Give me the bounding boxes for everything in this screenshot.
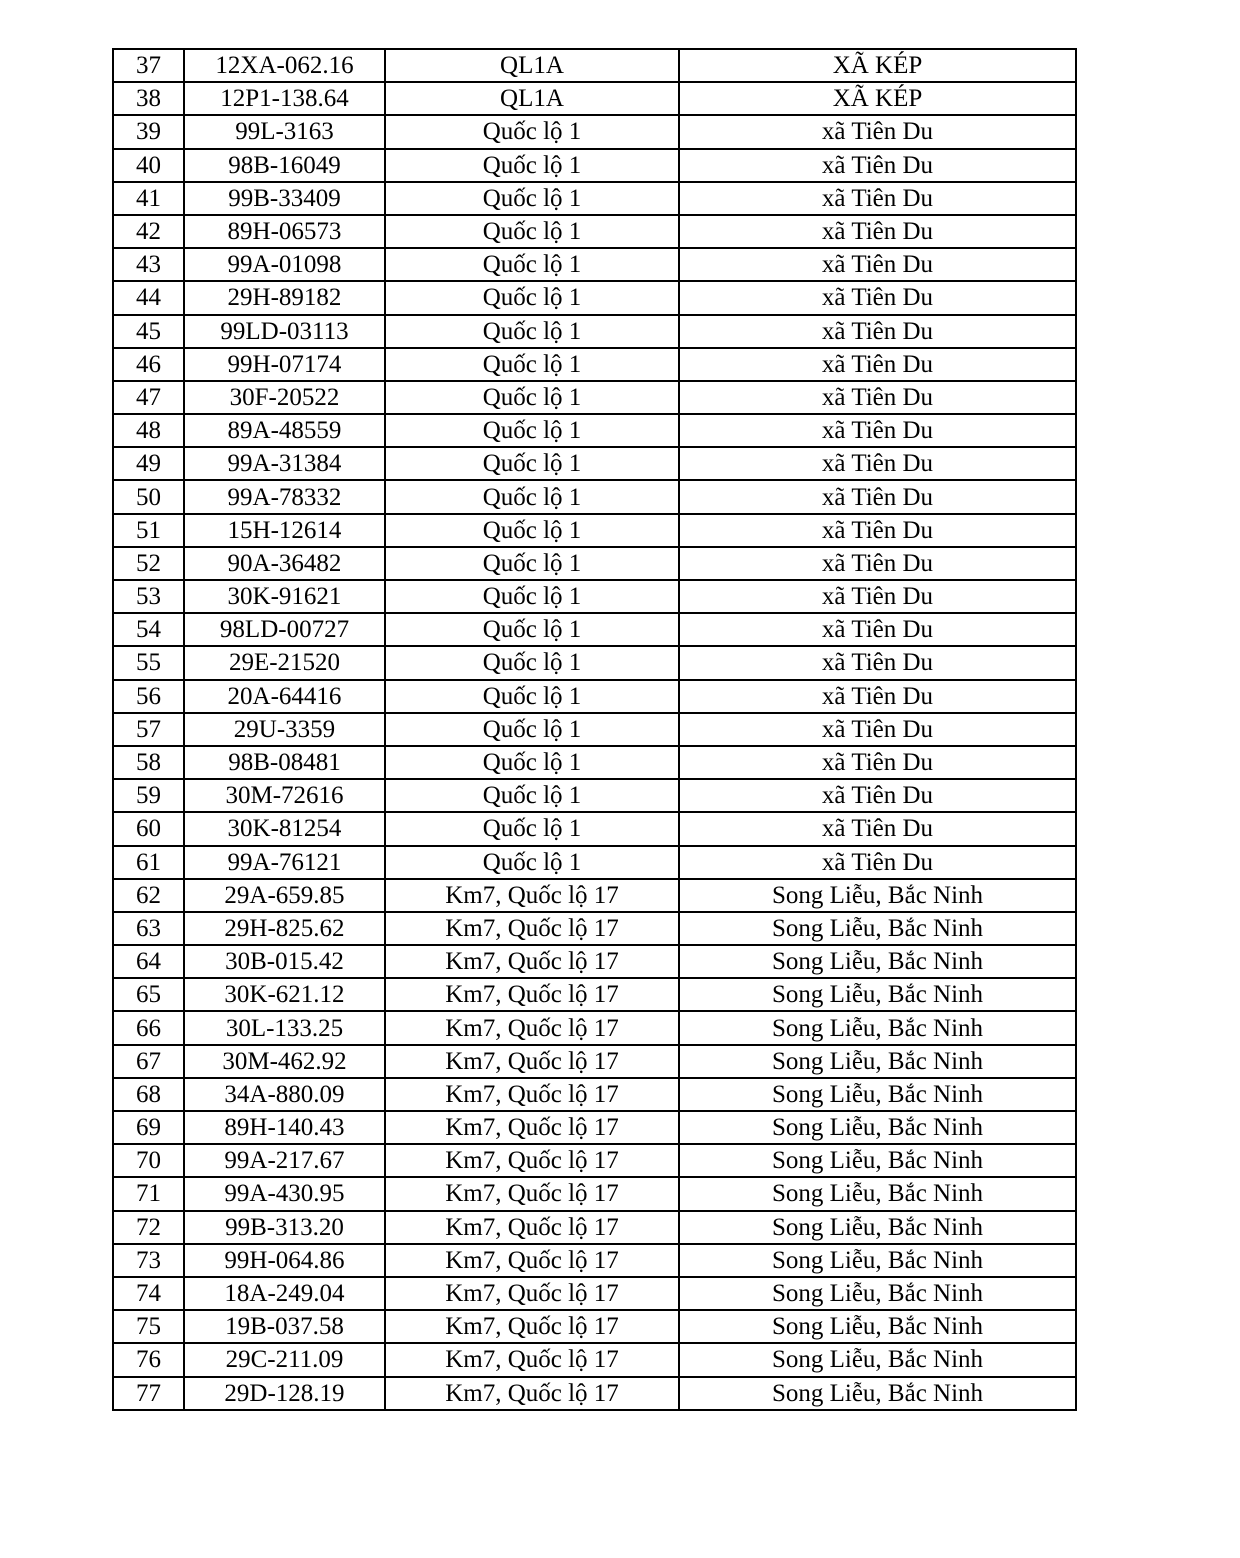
row-number-cell: 48: [113, 414, 184, 447]
license-plate-cell: 12P1-138.64: [184, 82, 385, 115]
row-number-cell: 39: [113, 115, 184, 148]
table-row: [113, 812, 1076, 845]
row-number-cell: 77: [113, 1377, 184, 1410]
location-cell: xã Tiên Du: [679, 812, 1076, 845]
table-row: [113, 82, 1076, 115]
table-row: [113, 115, 1076, 148]
license-plate-cell: 29U-3359: [184, 713, 385, 746]
table-row: [113, 1144, 1076, 1177]
location-cell: xã Tiên Du: [679, 547, 1076, 580]
location-cell: xã Tiên Du: [679, 348, 1076, 381]
license-plate-cell: 12XA-062.16: [184, 49, 385, 82]
row-number-cell: 46: [113, 348, 184, 381]
road-cell: Km7, Quốc lộ 17: [385, 1377, 679, 1410]
location-cell: xã Tiên Du: [679, 248, 1076, 281]
location-cell: xã Tiên Du: [679, 115, 1076, 148]
table-row: [113, 149, 1076, 182]
location-cell: xã Tiên Du: [679, 281, 1076, 314]
location-cell: Song Liễu, Bắc Ninh: [679, 1078, 1076, 1111]
row-number-cell: 60: [113, 812, 184, 845]
row-number-cell: 66: [113, 1011, 184, 1044]
location-cell: xã Tiên Du: [679, 480, 1076, 513]
location-cell: Song Liễu, Bắc Ninh: [679, 1177, 1076, 1210]
table-row: [113, 315, 1076, 348]
license-plate-cell: 98B-08481: [184, 746, 385, 779]
location-cell: Song Liễu, Bắc Ninh: [679, 1144, 1076, 1177]
road-cell: Quốc lộ 1: [385, 514, 679, 547]
table-row: [113, 414, 1076, 447]
table-row: [113, 680, 1076, 713]
row-number-cell: 69: [113, 1111, 184, 1144]
location-cell: Song Liễu, Bắc Ninh: [679, 1045, 1076, 1078]
location-cell: xã Tiên Du: [679, 613, 1076, 646]
table-row: [113, 1111, 1076, 1144]
location-cell: Song Liễu, Bắc Ninh: [679, 945, 1076, 978]
license-plate-cell: 30L-133.25: [184, 1011, 385, 1044]
road-cell: Quốc lộ 1: [385, 646, 679, 679]
location-cell: Song Liễu, Bắc Ninh: [679, 1111, 1076, 1144]
table-row: [113, 978, 1076, 1011]
road-cell: Km7, Quốc lộ 17: [385, 1011, 679, 1044]
location-cell: Song Liễu, Bắc Ninh: [679, 1377, 1076, 1410]
road-cell: Km7, Quốc lộ 17: [385, 1144, 679, 1177]
license-plate-cell: 30K-621.12: [184, 978, 385, 1011]
road-cell: Quốc lộ 1: [385, 846, 679, 879]
license-plate-cell: 99A-430.95: [184, 1177, 385, 1210]
location-cell: Song Liễu, Bắc Ninh: [679, 1277, 1076, 1310]
row-number-cell: 67: [113, 1045, 184, 1078]
road-cell: QL1A: [385, 82, 679, 115]
row-number-cell: 44: [113, 281, 184, 314]
license-plate-cell: 30K-91621: [184, 580, 385, 613]
vehicle-plate-table: [112, 48, 1077, 1411]
row-number-cell: 45: [113, 315, 184, 348]
location-cell: Song Liễu, Bắc Ninh: [679, 912, 1076, 945]
row-number-cell: 53: [113, 580, 184, 613]
row-number-cell: 73: [113, 1244, 184, 1277]
road-cell: Quốc lộ 1: [385, 182, 679, 215]
table-row: [113, 1078, 1076, 1111]
location-cell: Song Liễu, Bắc Ninh: [679, 1343, 1076, 1376]
table-row: [113, 1244, 1076, 1277]
location-cell: Song Liễu, Bắc Ninh: [679, 1211, 1076, 1244]
license-plate-cell: 30F-20522: [184, 381, 385, 414]
license-plate-cell: 20A-64416: [184, 680, 385, 713]
license-plate-cell: 89H-06573: [184, 215, 385, 248]
road-cell: Quốc lộ 1: [385, 414, 679, 447]
road-cell: Quốc lộ 1: [385, 746, 679, 779]
row-number-cell: 47: [113, 381, 184, 414]
table-row: [113, 514, 1076, 547]
location-cell: Song Liễu, Bắc Ninh: [679, 1011, 1076, 1044]
license-plate-cell: 29H-825.62: [184, 912, 385, 945]
table-body: [113, 49, 1076, 1410]
road-cell: Quốc lộ 1: [385, 447, 679, 480]
license-plate-cell: 99A-76121: [184, 846, 385, 879]
location-cell: xã Tiên Du: [679, 215, 1076, 248]
road-cell: Km7, Quốc lộ 17: [385, 879, 679, 912]
location-cell: xã Tiên Du: [679, 414, 1076, 447]
road-cell: Quốc lộ 1: [385, 812, 679, 845]
road-cell: Quốc lộ 1: [385, 480, 679, 513]
table-row: [113, 182, 1076, 215]
row-number-cell: 41: [113, 182, 184, 215]
road-cell: QL1A: [385, 49, 679, 82]
table-row: [113, 381, 1076, 414]
table-row: [113, 248, 1076, 281]
row-number-cell: 75: [113, 1310, 184, 1343]
license-plate-cell: 99A-217.67: [184, 1144, 385, 1177]
license-plate-cell: 19B-037.58: [184, 1310, 385, 1343]
license-plate-cell: 89A-48559: [184, 414, 385, 447]
row-number-cell: 57: [113, 713, 184, 746]
location-cell: xã Tiên Du: [679, 713, 1076, 746]
road-cell: Km7, Quốc lộ 17: [385, 1310, 679, 1343]
row-number-cell: 42: [113, 215, 184, 248]
license-plate-cell: 18A-249.04: [184, 1277, 385, 1310]
table-row: [113, 746, 1076, 779]
road-cell: Quốc lộ 1: [385, 115, 679, 148]
table-row: [113, 1310, 1076, 1343]
location-cell: xã Tiên Du: [679, 514, 1076, 547]
location-cell: Song Liễu, Bắc Ninh: [679, 978, 1076, 1011]
license-plate-cell: 99L-3163: [184, 115, 385, 148]
row-number-cell: 51: [113, 514, 184, 547]
row-number-cell: 50: [113, 480, 184, 513]
row-number-cell: 68: [113, 1078, 184, 1111]
table-row: [113, 945, 1076, 978]
location-cell: XÃ KÉP: [679, 82, 1076, 115]
license-plate-cell: 98B-16049: [184, 149, 385, 182]
table-row: [113, 215, 1076, 248]
location-cell: xã Tiên Du: [679, 580, 1076, 613]
location-cell: XÃ KÉP: [679, 49, 1076, 82]
table-row: [113, 912, 1076, 945]
license-plate-cell: 90A-36482: [184, 547, 385, 580]
location-cell: Song Liễu, Bắc Ninh: [679, 879, 1076, 912]
license-plate-cell: 29C-211.09: [184, 1343, 385, 1376]
row-number-cell: 52: [113, 547, 184, 580]
road-cell: Km7, Quốc lộ 17: [385, 1343, 679, 1376]
table-row: [113, 547, 1076, 580]
row-number-cell: 43: [113, 248, 184, 281]
license-plate-cell: 99LD-03113: [184, 315, 385, 348]
road-cell: Quốc lộ 1: [385, 580, 679, 613]
license-plate-cell: 30B-015.42: [184, 945, 385, 978]
row-number-cell: 38: [113, 82, 184, 115]
location-cell: xã Tiên Du: [679, 746, 1076, 779]
road-cell: Quốc lộ 1: [385, 149, 679, 182]
row-number-cell: 71: [113, 1177, 184, 1210]
table-row: [113, 1177, 1076, 1210]
location-cell: xã Tiên Du: [679, 381, 1076, 414]
license-plate-cell: 99B-33409: [184, 182, 385, 215]
location-cell: xã Tiên Du: [679, 779, 1076, 812]
row-number-cell: 63: [113, 912, 184, 945]
row-number-cell: 58: [113, 746, 184, 779]
table-row: [113, 447, 1076, 480]
location-cell: xã Tiên Du: [679, 149, 1076, 182]
road-cell: Km7, Quốc lộ 17: [385, 1277, 679, 1310]
row-number-cell: 55: [113, 646, 184, 679]
location-cell: xã Tiên Du: [679, 846, 1076, 879]
license-plate-cell: 99H-064.86: [184, 1244, 385, 1277]
table-row: [113, 348, 1076, 381]
row-number-cell: 65: [113, 978, 184, 1011]
road-cell: Km7, Quốc lộ 17: [385, 945, 679, 978]
license-plate-cell: 99A-31384: [184, 447, 385, 480]
road-cell: Km7, Quốc lộ 17: [385, 1177, 679, 1210]
row-number-cell: 49: [113, 447, 184, 480]
row-number-cell: 61: [113, 846, 184, 879]
table-row: [113, 1343, 1076, 1376]
row-number-cell: 59: [113, 779, 184, 812]
road-cell: Km7, Quốc lộ 17: [385, 1045, 679, 1078]
license-plate-cell: 29A-659.85: [184, 879, 385, 912]
road-cell: Quốc lộ 1: [385, 713, 679, 746]
license-plate-cell: 30M-462.92: [184, 1045, 385, 1078]
row-number-cell: 62: [113, 879, 184, 912]
license-plate-cell: 98LD-00727: [184, 613, 385, 646]
table-row: [113, 846, 1076, 879]
road-cell: Quốc lộ 1: [385, 680, 679, 713]
road-cell: Quốc lộ 1: [385, 248, 679, 281]
table-row: [113, 1011, 1076, 1044]
license-plate-cell: 29H-89182: [184, 281, 385, 314]
location-cell: xã Tiên Du: [679, 680, 1076, 713]
table-row: [113, 646, 1076, 679]
road-cell: Km7, Quốc lộ 17: [385, 912, 679, 945]
road-cell: Quốc lộ 1: [385, 315, 679, 348]
row-number-cell: 70: [113, 1144, 184, 1177]
road-cell: Quốc lộ 1: [385, 779, 679, 812]
location-cell: xã Tiên Du: [679, 315, 1076, 348]
license-plate-cell: 99B-313.20: [184, 1211, 385, 1244]
license-plate-cell: 99A-78332: [184, 480, 385, 513]
table-row: [113, 281, 1076, 314]
road-cell: Km7, Quốc lộ 17: [385, 1078, 679, 1111]
table-row: [113, 1377, 1076, 1410]
table-row: [113, 1277, 1076, 1310]
row-number-cell: 76: [113, 1343, 184, 1376]
road-cell: Quốc lộ 1: [385, 215, 679, 248]
location-cell: xã Tiên Du: [679, 447, 1076, 480]
road-cell: Quốc lộ 1: [385, 613, 679, 646]
row-number-cell: 56: [113, 680, 184, 713]
license-plate-cell: 30K-81254: [184, 812, 385, 845]
license-plate-cell: 15H-12614: [184, 514, 385, 547]
road-cell: Quốc lộ 1: [385, 281, 679, 314]
location-cell: Song Liễu, Bắc Ninh: [679, 1310, 1076, 1343]
road-cell: Km7, Quốc lộ 17: [385, 1111, 679, 1144]
location-cell: Song Liễu, Bắc Ninh: [679, 1244, 1076, 1277]
road-cell: Quốc lộ 1: [385, 348, 679, 381]
table-row: [113, 1045, 1076, 1078]
row-number-cell: 64: [113, 945, 184, 978]
license-plate-cell: 29D-128.19: [184, 1377, 385, 1410]
location-cell: xã Tiên Du: [679, 182, 1076, 215]
road-cell: Quốc lộ 1: [385, 547, 679, 580]
row-number-cell: 54: [113, 613, 184, 646]
license-plate-cell: 34A-880.09: [184, 1078, 385, 1111]
table-row: [113, 713, 1076, 746]
location-cell: xã Tiên Du: [679, 646, 1076, 679]
table-row: [113, 613, 1076, 646]
license-plate-cell: 99H-07174: [184, 348, 385, 381]
table-row: [113, 779, 1076, 812]
row-number-cell: 37: [113, 49, 184, 82]
table-row: [113, 480, 1076, 513]
license-plate-cell: 89H-140.43: [184, 1111, 385, 1144]
license-plate-cell: 29E-21520: [184, 646, 385, 679]
license-plate-cell: 30M-72616: [184, 779, 385, 812]
row-number-cell: 40: [113, 149, 184, 182]
table-row: [113, 49, 1076, 82]
road-cell: Km7, Quốc lộ 17: [385, 1211, 679, 1244]
table-row: [113, 879, 1076, 912]
row-number-cell: 72: [113, 1211, 184, 1244]
table-row: [113, 580, 1076, 613]
license-plate-cell: 99A-01098: [184, 248, 385, 281]
road-cell: Quốc lộ 1: [385, 381, 679, 414]
road-cell: Km7, Quốc lộ 17: [385, 1244, 679, 1277]
table-row: [113, 1211, 1076, 1244]
road-cell: Km7, Quốc lộ 17: [385, 978, 679, 1011]
row-number-cell: 74: [113, 1277, 184, 1310]
